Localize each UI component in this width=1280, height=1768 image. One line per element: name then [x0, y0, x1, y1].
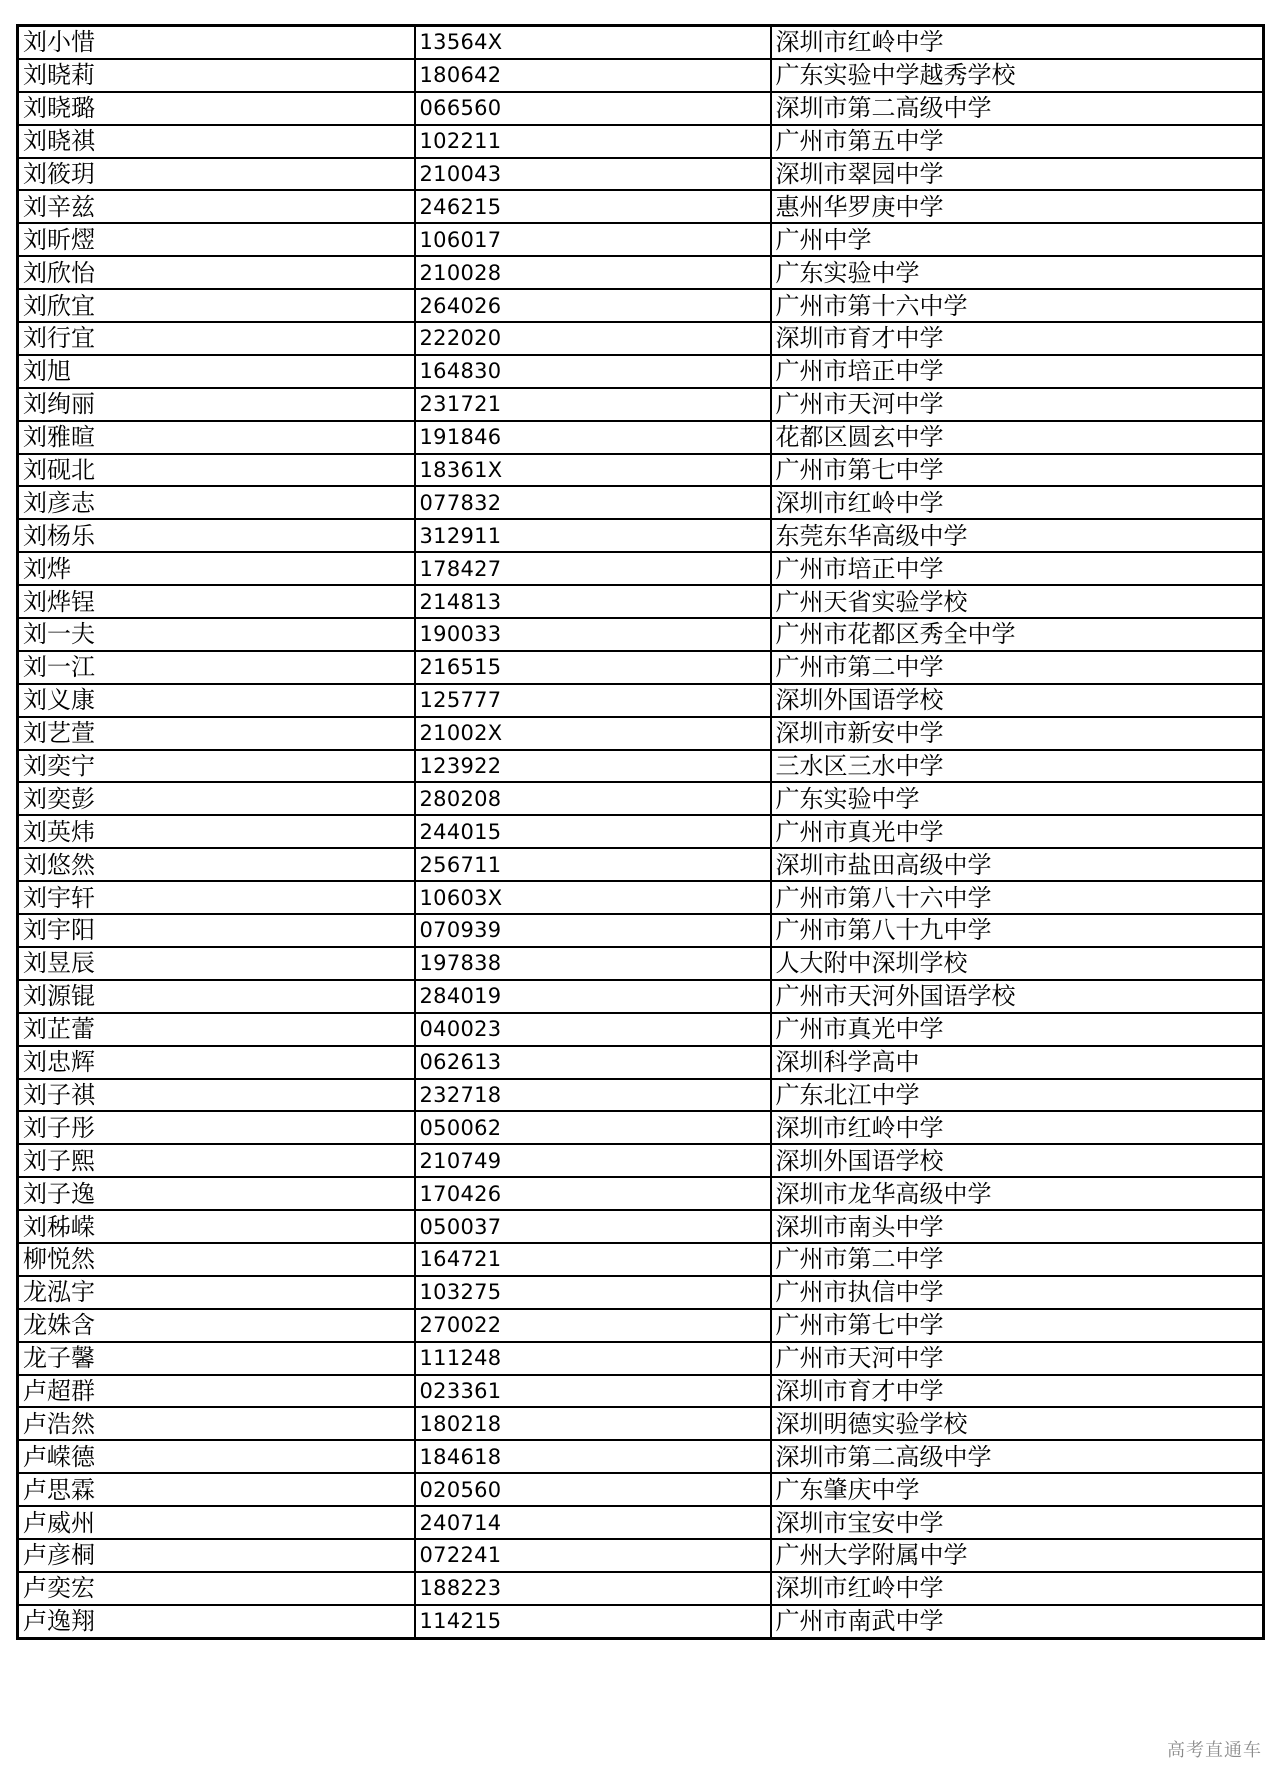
id-cell: 102211 [415, 125, 771, 158]
id-cell: 072241 [415, 1539, 771, 1572]
id-cell: 210028 [415, 256, 771, 289]
school-cell: 广州市第二中学 [771, 1243, 1264, 1276]
school-cell: 深圳市盐田高级中学 [771, 848, 1264, 881]
name-cell: 刘艺萱 [18, 717, 415, 750]
name-list-table [16, 24, 1265, 1640]
school-cell: 广东实验中学 [771, 256, 1264, 289]
name-cell: 刘义康 [18, 684, 415, 717]
table-row [18, 684, 1264, 717]
name-cell: 刘绚丽 [18, 388, 415, 421]
id-cell: 190033 [415, 618, 771, 651]
id-cell: 284019 [415, 980, 771, 1013]
name-cell: 刘宇轩 [18, 881, 415, 914]
name-cell: 卢超群 [18, 1375, 415, 1408]
name-cell: 刘奕宁 [18, 750, 415, 783]
school-cell: 东莞东华高级中学 [771, 519, 1264, 552]
name-cell: 刘晓祺 [18, 125, 415, 158]
school-cell: 广州市第五中学 [771, 125, 1264, 158]
id-cell: 114215 [415, 1605, 771, 1638]
school-cell: 三水区三水中学 [771, 750, 1264, 783]
id-cell: 103275 [415, 1276, 771, 1309]
name-cell: 刘源锟 [18, 980, 415, 1013]
table-row [18, 848, 1264, 881]
name-cell: 刘秭嵘 [18, 1210, 415, 1243]
id-cell: 256711 [415, 848, 771, 881]
table-row [18, 1309, 1264, 1342]
id-cell: 21002X [415, 717, 771, 750]
school-cell: 广州中学 [771, 223, 1264, 256]
id-cell: 070939 [415, 914, 771, 947]
name-cell: 刘小惜 [18, 26, 415, 59]
id-cell: 062613 [415, 1046, 771, 1079]
table-row [18, 519, 1264, 552]
id-cell: 191846 [415, 421, 771, 454]
name-cell: 龙泓宇 [18, 1276, 415, 1309]
id-cell: 10603X [415, 881, 771, 914]
name-cell: 刘晓莉 [18, 59, 415, 92]
school-cell: 深圳市龙华高级中学 [771, 1177, 1264, 1210]
name-cell: 卢威州 [18, 1506, 415, 1539]
id-cell: 280208 [415, 782, 771, 815]
school-cell: 深圳市新安中学 [771, 717, 1264, 750]
id-cell: 222020 [415, 322, 771, 355]
table-row [18, 158, 1264, 191]
school-cell: 广州市第七中学 [771, 454, 1264, 487]
school-cell: 广东实验中学 [771, 782, 1264, 815]
name-cell: 刘烨 [18, 552, 415, 585]
table-body [18, 26, 1264, 1639]
id-cell: 180218 [415, 1407, 771, 1440]
table-row [18, 355, 1264, 388]
id-cell: 125777 [415, 684, 771, 717]
table-row [18, 881, 1264, 914]
name-cell: 卢浩然 [18, 1407, 415, 1440]
table-row [18, 322, 1264, 355]
name-cell: 卢逸翔 [18, 1605, 415, 1638]
id-cell: 111248 [415, 1342, 771, 1375]
table-row [18, 1375, 1264, 1408]
id-cell: 264026 [415, 289, 771, 322]
school-cell: 深圳市红岭中学 [771, 486, 1264, 519]
name-cell: 卢嵘德 [18, 1440, 415, 1473]
school-cell: 广州天省实验学校 [771, 585, 1264, 618]
id-cell: 188223 [415, 1572, 771, 1605]
school-cell: 深圳外国语学校 [771, 1144, 1264, 1177]
id-cell: 040023 [415, 1013, 771, 1046]
name-cell: 卢奕宏 [18, 1572, 415, 1605]
id-cell: 231721 [415, 388, 771, 421]
name-cell: 刘彦志 [18, 486, 415, 519]
school-cell: 广州市第七中学 [771, 1309, 1264, 1342]
id-cell: 246215 [415, 190, 771, 223]
table-row [18, 815, 1264, 848]
id-cell: 023361 [415, 1375, 771, 1408]
school-cell: 深圳市翠园中学 [771, 158, 1264, 191]
school-cell: 深圳市第二高级中学 [771, 1440, 1264, 1473]
table-row [18, 1210, 1264, 1243]
name-cell: 刘子彤 [18, 1111, 415, 1144]
name-cell: 刘烨锃 [18, 585, 415, 618]
school-cell: 深圳科学高中 [771, 1046, 1264, 1079]
table-row [18, 454, 1264, 487]
name-cell: 刘奕彭 [18, 782, 415, 815]
name-cell: 刘欣怡 [18, 256, 415, 289]
school-cell: 深圳市红岭中学 [771, 1572, 1264, 1605]
id-cell: 123922 [415, 750, 771, 783]
name-cell: 刘雅暄 [18, 421, 415, 454]
table-row [18, 1013, 1264, 1046]
id-cell: 197838 [415, 947, 771, 980]
name-cell: 刘筱玥 [18, 158, 415, 191]
id-cell: 240714 [415, 1506, 771, 1539]
id-cell: 210749 [415, 1144, 771, 1177]
name-cell: 卢彦桐 [18, 1539, 415, 1572]
table-row [18, 914, 1264, 947]
id-cell: 312911 [415, 519, 771, 552]
school-cell: 深圳市红岭中学 [771, 1111, 1264, 1144]
school-cell: 惠州华罗庚中学 [771, 190, 1264, 223]
table-row [18, 486, 1264, 519]
name-cell: 柳悦然 [18, 1243, 415, 1276]
school-cell: 广州市天河中学 [771, 388, 1264, 421]
name-cell: 刘昕熤 [18, 223, 415, 256]
table-row [18, 26, 1264, 59]
school-cell: 广州市第八十九中学 [771, 914, 1264, 947]
school-cell: 广州市真光中学 [771, 815, 1264, 848]
table-row [18, 651, 1264, 684]
school-cell: 广东北江中学 [771, 1079, 1264, 1112]
name-cell: 龙姝含 [18, 1309, 415, 1342]
id-cell: 164830 [415, 355, 771, 388]
table-row [18, 1111, 1264, 1144]
id-cell: 210043 [415, 158, 771, 191]
name-cell: 刘子祺 [18, 1079, 415, 1112]
school-cell: 人大附中深圳学校 [771, 947, 1264, 980]
name-cell: 刘忠辉 [18, 1046, 415, 1079]
table-row [18, 1276, 1264, 1309]
school-cell: 广东实验中学越秀学校 [771, 59, 1264, 92]
table-row [18, 980, 1264, 1013]
table-row [18, 59, 1264, 92]
school-cell: 深圳市南头中学 [771, 1210, 1264, 1243]
school-cell: 深圳外国语学校 [771, 684, 1264, 717]
school-cell: 深圳市育才中学 [771, 1375, 1264, 1408]
school-cell: 深圳明德实验学校 [771, 1407, 1264, 1440]
name-cell: 刘悠然 [18, 848, 415, 881]
name-cell: 刘一江 [18, 651, 415, 684]
id-cell: 170426 [415, 1177, 771, 1210]
school-cell: 广州大学附属中学 [771, 1539, 1264, 1572]
table-row [18, 289, 1264, 322]
name-cell: 刘英炜 [18, 815, 415, 848]
name-cell: 刘行宜 [18, 322, 415, 355]
table-row [18, 190, 1264, 223]
watermark: 高考直通车 [1167, 1740, 1262, 1761]
table-row [18, 256, 1264, 289]
table-row [18, 750, 1264, 783]
id-cell: 184618 [415, 1440, 771, 1473]
table-row [18, 717, 1264, 750]
id-cell: 164721 [415, 1243, 771, 1276]
school-cell: 广州市花都区秀全中学 [771, 618, 1264, 651]
name-cell: 刘杨乐 [18, 519, 415, 552]
table-row [18, 1440, 1264, 1473]
school-cell: 广州市培正中学 [771, 552, 1264, 585]
table-row [18, 1473, 1264, 1506]
id-cell: 270022 [415, 1309, 771, 1342]
table-row [18, 782, 1264, 815]
table-row [18, 92, 1264, 125]
school-cell: 广州市天河外国语学校 [771, 980, 1264, 1013]
id-cell: 232718 [415, 1079, 771, 1112]
id-cell: 077832 [415, 486, 771, 519]
name-cell: 龙子馨 [18, 1342, 415, 1375]
id-cell: 106017 [415, 223, 771, 256]
table-row [18, 388, 1264, 421]
table-row [18, 947, 1264, 980]
name-cell: 刘芷蕾 [18, 1013, 415, 1046]
school-cell: 广州市第二中学 [771, 651, 1264, 684]
table-row [18, 1144, 1264, 1177]
table-row [18, 1243, 1264, 1276]
school-cell: 广州市真光中学 [771, 1013, 1264, 1046]
school-cell: 深圳市育才中学 [771, 322, 1264, 355]
name-cell: 卢思霖 [18, 1473, 415, 1506]
id-cell: 216515 [415, 651, 771, 684]
table-row [18, 1046, 1264, 1079]
school-cell: 广州市第八十六中学 [771, 881, 1264, 914]
id-cell: 050037 [415, 1210, 771, 1243]
table-row [18, 1407, 1264, 1440]
school-cell: 广州市天河中学 [771, 1342, 1264, 1375]
school-cell: 深圳市第二高级中学 [771, 92, 1264, 125]
name-cell: 刘辛兹 [18, 190, 415, 223]
school-cell: 深圳市红岭中学 [771, 26, 1264, 59]
name-cell: 刘宇阳 [18, 914, 415, 947]
name-cell: 刘晓璐 [18, 92, 415, 125]
name-cell: 刘欣宜 [18, 289, 415, 322]
id-cell: 244015 [415, 815, 771, 848]
school-cell: 花都区圆玄中学 [771, 421, 1264, 454]
id-cell: 180642 [415, 59, 771, 92]
table-row [18, 421, 1264, 454]
name-cell: 刘昱辰 [18, 947, 415, 980]
school-cell: 广州市南武中学 [771, 1605, 1264, 1638]
name-cell: 刘一夫 [18, 618, 415, 651]
table-row [18, 585, 1264, 618]
table-row [18, 1079, 1264, 1112]
id-cell: 214813 [415, 585, 771, 618]
table-row [18, 1177, 1264, 1210]
id-cell: 178427 [415, 552, 771, 585]
table-row [18, 1539, 1264, 1572]
name-cell: 刘砚北 [18, 454, 415, 487]
name-cell: 刘子熙 [18, 1144, 415, 1177]
table-row [18, 1605, 1264, 1638]
table-row [18, 223, 1264, 256]
id-cell: 13564X [415, 26, 771, 59]
id-cell: 020560 [415, 1473, 771, 1506]
school-cell: 广州市培正中学 [771, 355, 1264, 388]
school-cell: 广州市执信中学 [771, 1276, 1264, 1309]
table-row [18, 618, 1264, 651]
name-cell: 刘旭 [18, 355, 415, 388]
table-row [18, 1572, 1264, 1605]
table-row [18, 125, 1264, 158]
school-cell: 广州市第十六中学 [771, 289, 1264, 322]
school-cell: 广东肇庆中学 [771, 1473, 1264, 1506]
table-row [18, 1506, 1264, 1539]
id-cell: 066560 [415, 92, 771, 125]
school-cell: 深圳市宝安中学 [771, 1506, 1264, 1539]
id-cell: 18361X [415, 454, 771, 487]
id-cell: 050062 [415, 1111, 771, 1144]
name-cell: 刘子逸 [18, 1177, 415, 1210]
table-row [18, 1342, 1264, 1375]
table-row [18, 552, 1264, 585]
